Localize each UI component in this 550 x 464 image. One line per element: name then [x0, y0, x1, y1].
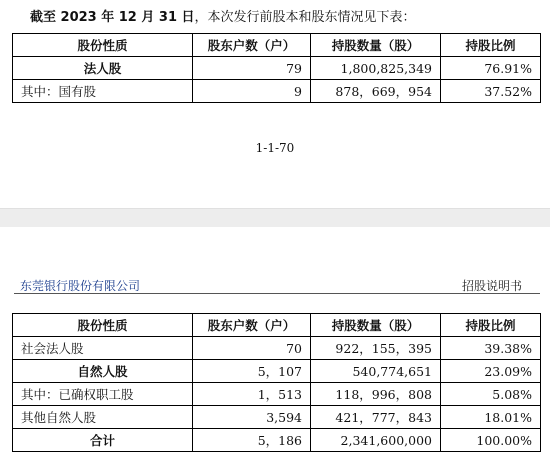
page-number: 1-1-70	[255, 141, 295, 155]
row-count: 70	[193, 337, 311, 360]
shareholding-table-page2	[12, 313, 541, 452]
shareholding-table-page1	[12, 33, 541, 103]
row-count: 3,594	[193, 406, 311, 429]
row-label: 法人股	[13, 57, 193, 80]
intro-text	[30, 6, 416, 25]
row-label: 其他自然人股	[13, 406, 193, 429]
table-row	[13, 337, 541, 360]
row-count: 5，186	[193, 429, 311, 452]
page-separator	[0, 208, 550, 227]
row-label: 其中：已确权职工股	[13, 383, 193, 406]
row-shares: 2,341,600,000	[311, 429, 441, 452]
intro-date: 截至 2023 年 12 月 31 日	[30, 10, 195, 25]
table-row	[13, 383, 541, 406]
header-cell: 持股数量（股）	[311, 314, 441, 337]
row-count: 1，513	[193, 383, 311, 406]
row-count: 79	[193, 57, 311, 80]
table-total-row	[13, 429, 541, 452]
row-shares: 421，777，843	[311, 406, 441, 429]
row-ratio: 5.08%	[441, 383, 541, 406]
table-header-row	[13, 314, 541, 337]
header-cell: 股东户数（户）	[193, 314, 311, 337]
row-count: 9	[193, 80, 311, 103]
table-row	[13, 360, 541, 383]
table-header-row	[13, 34, 541, 57]
row-count: 5，107	[193, 360, 311, 383]
running-header-title: 招股说明书	[461, 279, 522, 293]
table-row	[13, 80, 541, 103]
header-cell: 股东户数（户）	[193, 34, 311, 57]
header-cell: 持股比例	[441, 34, 541, 57]
row-shares: 878，669，954	[311, 80, 441, 103]
row-label: 合计	[13, 429, 193, 452]
row-shares: 922，155，395	[311, 337, 441, 360]
row-ratio: 39.38%	[441, 337, 541, 360]
intro-rest: ，本次发行前股本和股东情况见下表：	[194, 10, 416, 25]
row-ratio: 23.09%	[441, 360, 541, 383]
row-shares: 1,800,825,349	[311, 57, 441, 80]
header-cell: 持股数量（股）	[311, 34, 441, 57]
header-rule	[14, 293, 540, 294]
row-shares: 540,774,651	[311, 360, 441, 383]
header-cell: 股份性质	[13, 34, 193, 57]
row-ratio: 100.00%	[441, 429, 541, 452]
header-cell: 股份性质	[13, 314, 193, 337]
row-ratio: 18.01%	[441, 406, 541, 429]
row-label: 自然人股	[13, 360, 193, 383]
table-row	[13, 57, 541, 80]
row-label: 社会法人股	[13, 337, 193, 360]
row-ratio: 76.91%	[441, 57, 541, 80]
row-ratio: 37.52%	[441, 80, 541, 103]
row-label: 其中：国有股	[13, 80, 193, 103]
table-row	[13, 406, 541, 429]
row-shares: 118，996，808	[311, 383, 441, 406]
header-cell: 持股比例	[441, 314, 541, 337]
document-page-1	[0, 0, 550, 208]
running-header-company: 东莞银行股份有限公司	[20, 279, 141, 293]
